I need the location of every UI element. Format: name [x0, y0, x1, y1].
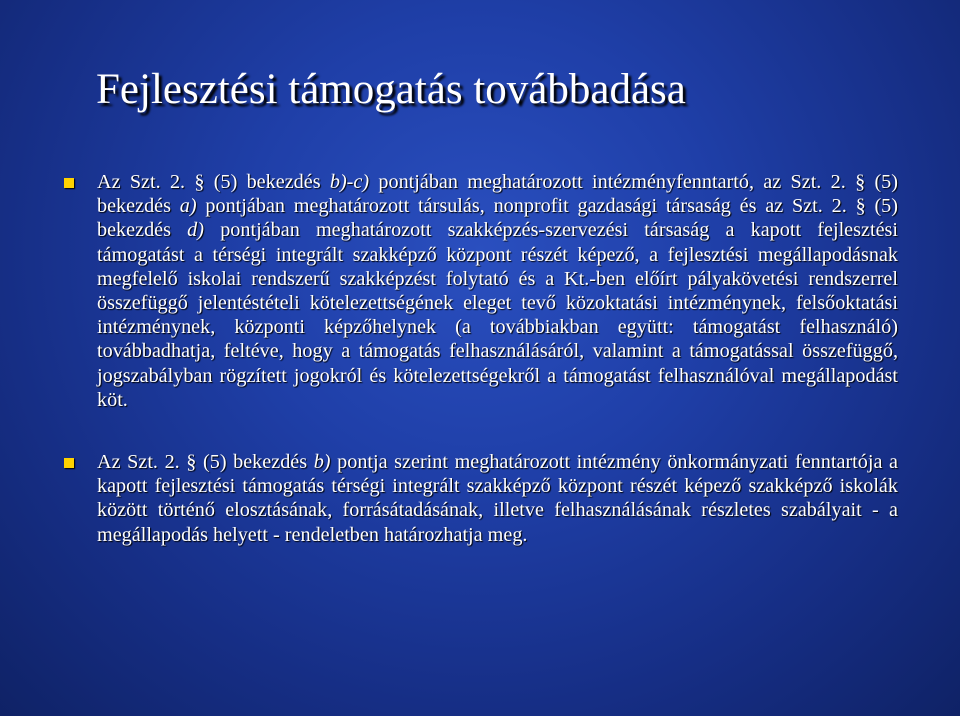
- bullet-text-italic: d): [187, 219, 204, 242]
- bullet-text: pontjában meghatározott intézményfenntartó, az Szt. 2. § (5) bekezdés: [97, 171, 898, 218]
- bullet-list: [62, 170, 898, 547]
- bullet-text: Az Szt. 2. § (5) bekezdés: [97, 171, 330, 193]
- bullet-text: pontja szerint meghatározott intézmény önkormányzati fenntartója a kapott fejlesztési támogatás térségi integrált szakképző központ részét képező szakképző iskolák között történő elosztásának, forrásátadásának, illetve felhasználásának részletes szabályait - a megállapodás helyett - rendeletben határozhatja meg.: [97, 451, 898, 546]
- bullet-item: [62, 450, 898, 547]
- square-bullet-icon: [64, 178, 74, 188]
- bullet-item: [62, 170, 898, 412]
- slide-title: Fejlesztési támogatás továbbadása: [96, 66, 686, 113]
- bullet-text: pontjában meghatározott szakképzés-szervezési társaság a kapott fejlesztési támogatást a térségi integrált szakképző központ részét képező, a fejlesztési megállapodásnak megfelelő iskolai rendszerű szakképzést folytató és a Kt.-ben előírt pályakövetési rendszerrel összefüggő jelentéstételi kötelezettségének eleget tevő közoktatási intézménynek, felsőoktatási intézménynek, központi képzőhelynek (a továbbiakban együtt: támogatást felhasználó) továbbadhatja, feltéve, hogy a támogatás felhasználásáról, valamint a támogatással összefüggő, jogszabályban rögzített jogokról és kötelezettségekről a támogatást felhasználóval megállapodást köt.: [97, 219, 898, 411]
- square-bullet-icon: [64, 458, 74, 468]
- bullet-text: Az Szt. 2. § (5) bekezdés: [97, 451, 314, 474]
- bullet-text: pontjában meghatározott társulás, nonprofit gazdasági társaság és az Szt. 2. § (5) bekezdés: [97, 195, 898, 242]
- bullet-text-italic: b): [313, 451, 331, 474]
- bullet-text-italic: b)-c): [329, 171, 370, 193]
- bullet-text-italic: a): [179, 195, 197, 218]
